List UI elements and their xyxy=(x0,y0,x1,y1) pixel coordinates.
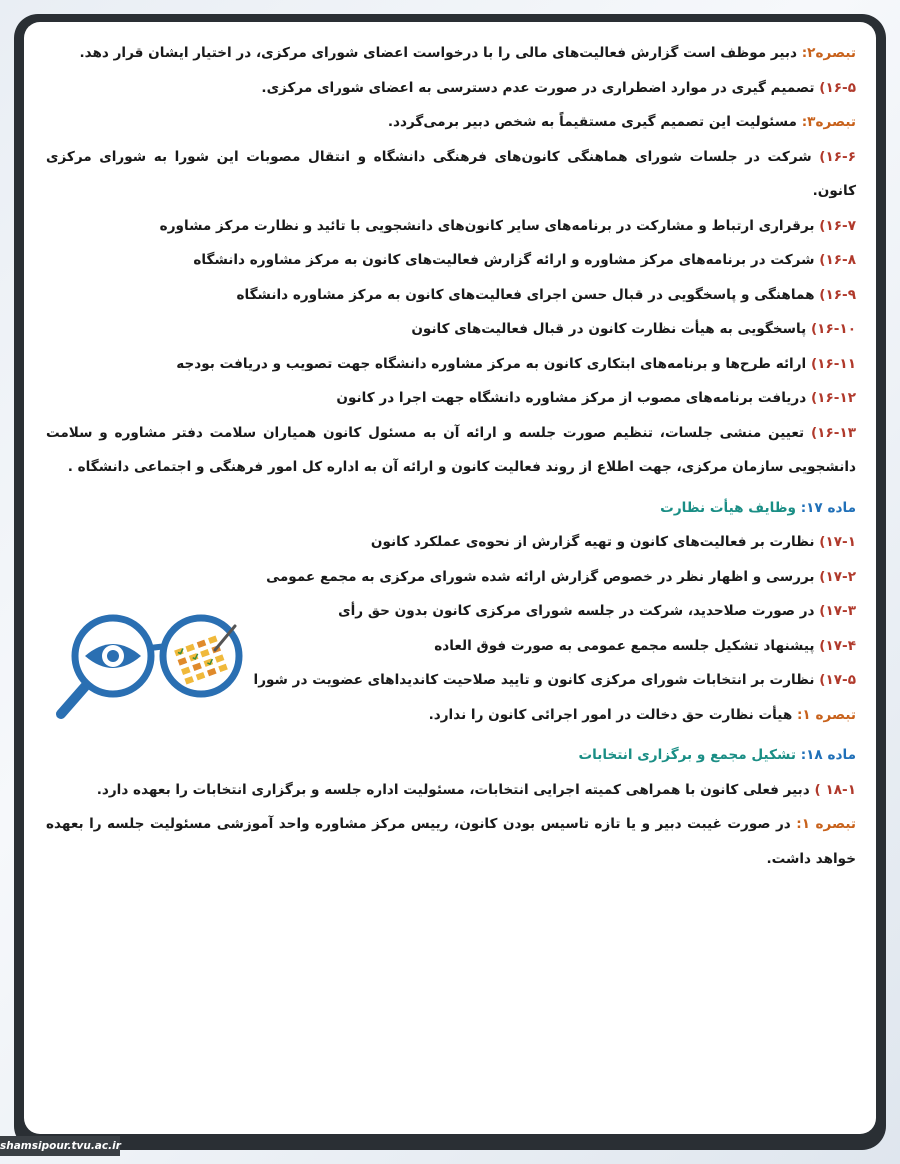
paragraph-text: پیشنهاد تشکیل جلسه مجمع عمومی به صورت فوق العاده xyxy=(434,637,820,654)
document-body xyxy=(46,36,856,876)
article-label: ماده ۱۷: xyxy=(800,499,856,516)
paragraph-text: تصمیم گیری در موارد اضطراری در صورت عدم دسترسی به اعضای شورای مرکزی. xyxy=(261,79,820,96)
item-16-8 xyxy=(46,243,856,278)
paragraph-text: دبیر فعلی کانون با همراهی کمیته اجرایی انتخابات، مسئولیت اداره جلسه و برگزاری انتخابات را بعهده دارد. xyxy=(96,781,815,798)
paragraph-label: ۱۶-۸) xyxy=(819,252,856,268)
item-16-5 xyxy=(46,71,856,106)
paragraph-label: تبصره۳: xyxy=(801,114,856,130)
paragraph-text: هماهنگی و پاسخگویی در قبال حسن اجرای فعالیت‌های کانون به مرکز مشاوره دانشگاه xyxy=(236,286,820,303)
paragraph-text: در صورت صلاحدید، شرکت در جلسه شورای مرکزی کانون بدون حق رأی xyxy=(338,603,820,619)
paragraph-label: ۱۶-۹) xyxy=(819,286,856,303)
paragraph-label: ۱۷-۴) xyxy=(819,637,856,654)
item-18-1 xyxy=(46,773,856,808)
article-18-heading xyxy=(46,738,856,773)
paragraph-label: ۱۶-۵) xyxy=(819,79,856,96)
paragraph-text: دریافت برنامه‌های مصوب از مرکز مشاوره دانشگاه جهت اجرا در کانون xyxy=(336,390,811,406)
item-16-9 xyxy=(46,278,856,313)
item-16-11 xyxy=(46,347,856,382)
paragraph-text: هیأت نظارت حق دخالت در امور اجرائی کانون را ندارد. xyxy=(428,706,797,723)
paragraph-label: تبصره۲: xyxy=(801,45,856,61)
paragraph-text: مسئولیت این تصمیم گیری مستقیماً به شخص دبیر برمی‌گردد. xyxy=(387,114,802,130)
paragraph-label: ۱۶-۱۰) xyxy=(810,321,856,337)
paragraph-text: شرکت در برنامه‌های مرکز مشاوره و ارائه گزارش فعالیت‌های کانون به مرکز مشاوره دانشگاه xyxy=(193,252,820,268)
item-16-13 xyxy=(46,416,856,485)
item-17-2 xyxy=(266,560,856,595)
paragraph-text: در صورت غیبت دبیر و یا تازه تاسیس بودن کانون، رییس مرکز مشاوره واحد آموزشی مسئولیت جلسه را بعهده خواهد داشت. xyxy=(46,816,856,867)
paragraph-text: شرکت در جلسات شورای هماهنگی کانون‌های فرهنگی دانشگاه و انتقال مصوبات این شورا به شورای مرکزی کانون. xyxy=(46,148,856,199)
paragraph-label: ۱۷-۲) xyxy=(819,568,856,585)
item-17-1 xyxy=(266,525,856,560)
paragraph-label: ۱۸-۱ ) xyxy=(814,781,856,798)
item-17-3 xyxy=(46,594,856,629)
item-16-12 xyxy=(46,381,856,416)
paragraph-label: ۱۶-۱۲) xyxy=(810,390,856,406)
article-title: تشکیل مجمع و برگزاری انتخابات xyxy=(578,747,801,763)
paragraph-text: تعیین منشی جلسات، تنظیم صورت جلسه و ارائه آن به مسئول کانون همیاران سلامت دفتر مشاوره و سلامت دانشجویی سازمان مرکزی، جهت اطلاع از روند فعالیت کانون و ارائه آن به اداره کل امور فرهنگی و اجتماعی دانشگاه . xyxy=(46,424,856,475)
paragraph-text: دبیر موظف است گزارش فعالیت‌های مالی را با درخواست اعضای شورای مرکزی، در اختیار ایشان قرار دهد. xyxy=(79,45,802,61)
item-16-6 xyxy=(46,140,856,209)
note-2-paragraph xyxy=(46,36,856,71)
paragraph-text: برقراری ارتباط و مشارکت در برنامه‌های سایر کانون‌های دانشجویی با تائید و نظارت مرکز مشاوره xyxy=(159,217,820,234)
item-16-10 xyxy=(46,312,856,347)
article-17-heading xyxy=(266,491,856,526)
article-title: وظایف هیأت نظارت xyxy=(660,499,801,516)
note-3-paragraph xyxy=(46,105,856,140)
paragraph-text: بررسی و اظهار نظر در خصوص گزارش ارائه شده شورای مرکزی به مجمع عمومی xyxy=(266,568,820,585)
paragraph-text: نظارت بر انتخابات شورای مرکزی کانون و تایید صلاحیت کاندیداهای عضویت در شورا xyxy=(253,672,820,688)
paragraph-label: ۱۶-۱۱) xyxy=(810,355,856,372)
paragraph-label: ۱۶-۱۳) xyxy=(810,424,856,441)
article-18-note xyxy=(46,807,856,876)
site-watermark: shamsipour.tvu.ac.ir xyxy=(0,1136,120,1156)
paragraph-label: ۱۷-۵) xyxy=(819,672,856,688)
paragraph-label: ۱۶-۷) xyxy=(819,217,856,234)
paragraph-text: نظارت بر فعالیت‌های کانون و تهیه گزارش از نحوه‌ی عملکرد کانون xyxy=(370,534,820,550)
article-17-section xyxy=(266,491,856,595)
item-17-5 xyxy=(46,663,856,698)
article-label: ماده ۱۸: xyxy=(800,747,856,763)
item-16-7 xyxy=(46,209,856,244)
paragraph-text: پاسخگویی به هیأت نظارت کانون در قبال فعالیت‌های کانون xyxy=(411,321,811,337)
paragraph-text: ارائه طرح‌ها و برنامه‌های ابتکاری کانون به مرکز مشاوره دانشگاه جهت تصویب و دریافت بودجه xyxy=(176,355,811,372)
paragraph-label: تبصره ۱: xyxy=(796,816,857,832)
paragraph-label: تبصره ۱: xyxy=(796,706,856,723)
article-17-note xyxy=(46,698,856,733)
paragraph-label: ۱۶-۶) xyxy=(819,148,856,165)
item-17-4 xyxy=(46,629,856,664)
paragraph-label: ۱۷-۱) xyxy=(819,534,856,550)
paragraph-label: ۱۷-۳) xyxy=(819,603,856,619)
